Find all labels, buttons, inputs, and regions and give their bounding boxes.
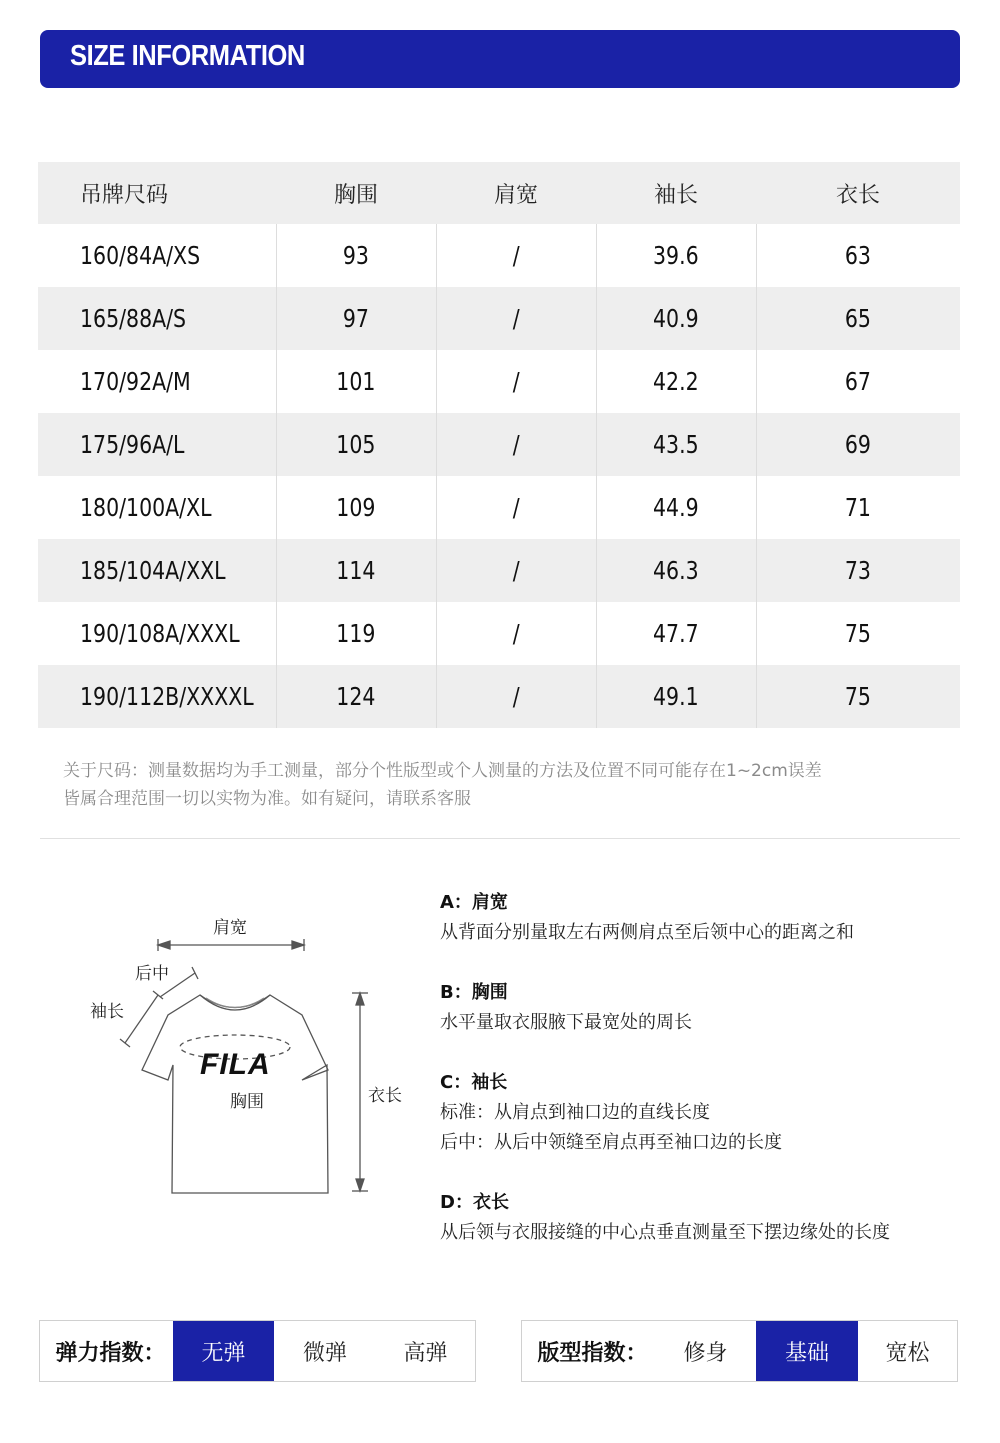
definition-title: D：衣长 [440, 1192, 509, 1213]
cell-length: 67 [756, 350, 960, 413]
cell-length: 71 [756, 476, 960, 539]
cell-length: 75 [756, 665, 960, 728]
table-row [38, 665, 960, 728]
cell-size: 190/112B/XXXXL [38, 665, 276, 728]
cell-size: 165/88A/S [38, 287, 276, 350]
cell-shoulder: / [436, 539, 596, 602]
diagram-label-back-center: 后中 [135, 964, 169, 984]
cell-shoulder: / [436, 350, 596, 413]
header-banner [40, 30, 960, 88]
cell-sleeve: 44.9 [596, 476, 756, 539]
fit-option-regular: 基础 [756, 1321, 858, 1381]
table-row [38, 413, 960, 476]
cell-chest: 93 [276, 224, 436, 287]
cell-size: 185/104A/XXL [38, 539, 276, 602]
measurement-diagram [80, 905, 430, 1205]
cell-size: 180/100A/XL [80, 493, 212, 522]
table-row [38, 224, 960, 287]
definition-text: 后中：从后中领缝至肩点再至袖口边的长度 [440, 1132, 782, 1153]
fit-label: 版型指数： [537, 1340, 648, 1366]
cell-sleeve: 42.2 [596, 350, 756, 413]
cell-shoulder: / [436, 602, 596, 665]
fit-index [521, 1320, 958, 1382]
cell-sleeve: 49.1 [596, 665, 756, 728]
diagram-label-shoulder: 肩宽 [213, 918, 247, 938]
cell-length: 65 [756, 287, 960, 350]
fila-logo: FILA [200, 1048, 271, 1081]
cell-shoulder: / [436, 224, 596, 287]
cell-sleeve: 43.5 [596, 413, 756, 476]
definition-chest [440, 978, 980, 1038]
elasticity-option-high: 高弹 [403, 1340, 448, 1366]
definition-length [440, 1188, 980, 1248]
cell-chest: 109 [276, 476, 436, 539]
diagram-label-chest: 胸围 [230, 1092, 264, 1112]
cell-shoulder: / [436, 476, 596, 539]
diagram-label-sleeve: 袖长 [90, 1002, 124, 1022]
cell-chest: 97 [276, 287, 436, 350]
column-header-length: 衣长 [756, 162, 960, 224]
cell-chest: 114 [276, 539, 436, 602]
cell-shoulder: / [436, 413, 596, 476]
size-note-line-2: 皆属合理范围一切以实物为准。如有疑问，请联系客服 [63, 789, 471, 809]
cell-sleeve: 39.6 [596, 224, 756, 287]
definition-title: A：肩宽 [440, 892, 508, 913]
elasticity-label: 弹力指数： [55, 1340, 166, 1366]
cell-size: 160/84A/XS [80, 241, 201, 270]
cell-sleeve: 40.9 [596, 287, 756, 350]
fit-option-loose: 宽松 [885, 1340, 930, 1366]
table-row [38, 602, 960, 665]
elasticity-option-none: 无弹 [173, 1321, 274, 1381]
cell-chest: 124 [276, 665, 436, 728]
cell-chest: 105 [276, 413, 436, 476]
definition-text: 水平量取衣服腋下最宽处的周长 [440, 1012, 692, 1033]
fit-option-slim: 修身 [683, 1340, 728, 1366]
table-row [38, 350, 960, 413]
definition-text: 从后领与衣服接缝的中心点垂直测量至下摆边缘处的长度 [440, 1222, 890, 1243]
cell-shoulder: / [436, 287, 596, 350]
column-header-chest: 胸围 [276, 162, 436, 224]
diagram-label-length: 衣长 [368, 1086, 402, 1106]
definition-title: B：胸围 [440, 982, 508, 1003]
section-divider [40, 838, 960, 839]
cell-length: 75 [756, 602, 960, 665]
table-row [38, 287, 960, 350]
cell-size: 170/92A/M [80, 367, 191, 396]
table-header-row [38, 162, 960, 224]
size-note [63, 757, 963, 813]
elasticity-index [39, 1320, 476, 1382]
size-note-line-1: 关于尺码：测量数据均为手工测量，部分个性版型或个人测量的方法及位置不同可能存在1~2cm误差 [63, 761, 822, 781]
column-header-sleeve: 袖长 [596, 162, 756, 224]
definition-title: C：袖长 [440, 1072, 508, 1093]
definition-text: 从背面分别量取左右两侧肩点至后领中心的距离之和 [440, 922, 854, 943]
definition-text: 标准：从肩点到袖口边的直线长度 [440, 1102, 710, 1123]
column-header-shoulder: 肩宽 [436, 162, 596, 224]
cell-shoulder: / [436, 665, 596, 728]
measurement-definitions [440, 888, 980, 1278]
cell-sleeve: 46.3 [596, 539, 756, 602]
cell-chest: 119 [276, 602, 436, 665]
cell-sleeve: 47.7 [596, 602, 756, 665]
size-table [38, 162, 960, 728]
cell-chest: 101 [276, 350, 436, 413]
page-title: SIZE INFORMATION [70, 40, 305, 72]
cell-size: 175/96A/L [38, 413, 276, 476]
cell-length: 69 [756, 413, 960, 476]
definition-sleeve [440, 1068, 980, 1158]
cell-length: 63 [756, 224, 960, 287]
table-row [38, 476, 960, 539]
cell-size: 190/108A/XXXL [80, 619, 240, 648]
cell-length: 73 [756, 539, 960, 602]
definition-shoulder [440, 888, 980, 948]
column-header-size: 吊牌尺码 [38, 162, 276, 224]
elasticity-option-slight: 微弹 [302, 1340, 347, 1366]
table-row [38, 539, 960, 602]
